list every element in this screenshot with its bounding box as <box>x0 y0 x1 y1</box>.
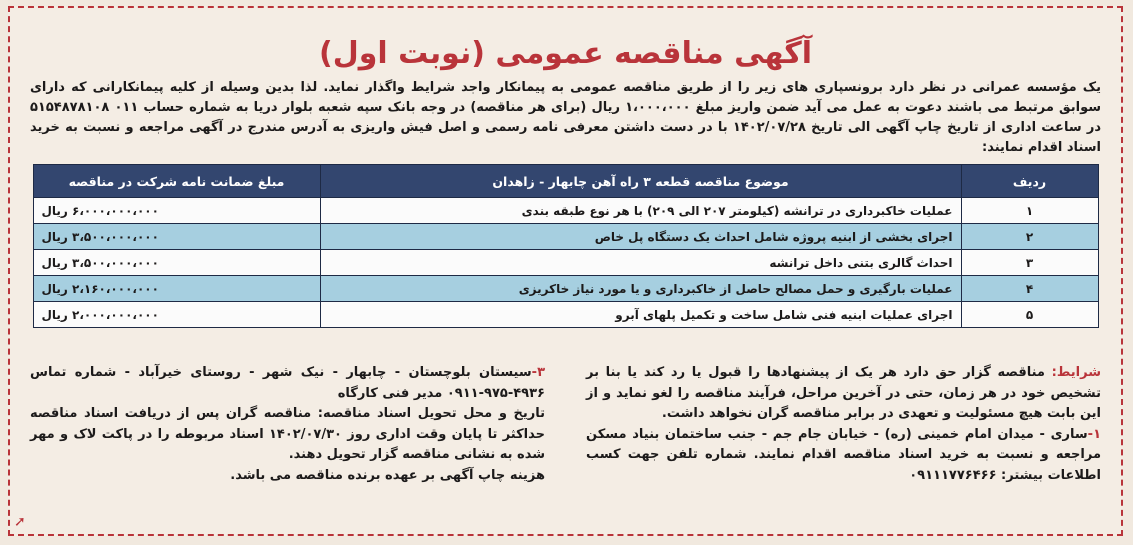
item1-address: ساری - میدان امام خمینی (ره) - خیابان جام جم - جنب ساختمان بنیاد مسکن مراجعه و نسبت به خرید اسناد مناقصه اقدام نمایند. شماره تلفن جهت کسب اطلاعات بیشتر: ۰۹۱۱۱۷۷۶۴۶۶ <box>586 426 1101 483</box>
row-subject: اجرای بخشی از ابنیه پروژه شامل احداث یک دستگاه پل خاص <box>320 224 961 250</box>
table-row <box>33 198 1098 224</box>
row-number: ۲ <box>961 224 1098 250</box>
conditions-left-column <box>30 363 545 486</box>
row-number: ۵ <box>961 302 1098 328</box>
row-subject: عملیات بارگیری و حمل مصالح حاصل از خاکبرداری و یا مورد نیاز خاکریزی <box>320 276 961 302</box>
conditions-section <box>30 363 1101 523</box>
table-row <box>33 224 1098 250</box>
table-row <box>33 302 1098 328</box>
corner-arrow-icon: ➚ <box>14 514 26 530</box>
header-guarantee-amount: مبلغ ضمانت نامه شرکت در مناقصه <box>33 165 320 198</box>
delivery-text: تاریخ و محل تحویل اسناد مناقصه: مناقصه گران پس از دریافت اسناد مناقصه حداکثر تا پایان وقت اداری روز ۱۴۰۲/۰۷/۳۰ اسناد مربوطه را در پاکت لاک و مهر شده به نشانی مناقصه گزار تحویل دهند. <box>30 406 545 462</box>
row-subject: احداث گالری بتنی داخل ترانشه <box>320 250 961 276</box>
header-subject: موضوع مناقصه قطعه ۳ راه آهن چابهار - زاهدان <box>320 165 961 198</box>
row-number: ۴ <box>961 276 1098 302</box>
row-amount: ۲،۱۶۰،۰۰۰،۰۰۰ ریال <box>33 276 320 302</box>
row-amount: ۳،۵۰۰،۰۰۰،۰۰۰ ریال <box>33 224 320 250</box>
header-row-number: ردیف <box>961 165 1098 198</box>
row-subject: اجرای عملیات ابنیه فنی شامل ساخت و تکمیل پلهای آبرو <box>320 302 961 328</box>
intro-paragraph: یک مؤسسه عمرانی در نظر دارد برونسپاری های زیر را از طریق مناقصه عمومی به پیمانکار واجد شرایط واگذار نماید. لذا بدین وسیله از کلیه پیمانکارانی که دارای سوابق مرتبط می باشند دعوت به عمل می آید ضمن واریز مبلغ ۱،۰۰۰،۰۰۰ ریال (برای هر مناقصه) در وجه بانک سپه شعبه بلوار دریا به شماره حساب ۰۱۱ ۵۱۵۴۸۷۸۱۰۸ در ساعت اداری از تاریخ چاپ آگهی الی تاریخ ۱۴۰۲/۰۷/۲۸ با در دست داشتن معرفی نامه رسمی و اصل فیش واریزی به آدرس مندرج در آگهی مراجعه و نسبت به خرید اسناد اقدام نمایند: <box>30 80 1102 155</box>
advertisement-frame <box>8 6 1123 536</box>
row-number: ۱ <box>961 198 1098 224</box>
cost-text: هزینه چاپ آگهی بر عهده برنده مناقصه می باشد. <box>230 467 545 483</box>
item3-address: سیستان بلوچستان - چابهار - نیک شهر - روستای خیرآباد - شماره تماس ۴۹۳۶-۹۷۵-۰۹۱۱ مدیر فنی کارگاه <box>30 365 545 401</box>
row-number: ۳ <box>961 250 1098 276</box>
item1-label: ۱- <box>1087 426 1101 442</box>
table-header-row <box>33 165 1098 198</box>
row-amount: ۲،۰۰۰،۰۰۰،۰۰۰ ریال <box>33 302 320 328</box>
conditions-text: مناقصه گزار حق دارد هر یک از پیشنهادها را قبول یا رد کند یا بنا بر تشخیص خود در هر زمان، حتی در آخرین مراحل، فرآیند مناقصه را لغو نماید و از این بابت هیچ مسئولیت و تعهدی در برابر مناقصه گران نخواهد داشت. <box>586 365 1101 421</box>
ad-title: آگهی مناقصه عمومی (نوبت اول) <box>319 36 812 71</box>
row-amount: ۳،۵۰۰،۰۰۰،۰۰۰ ریال <box>33 250 320 276</box>
tender-table <box>33 164 1099 328</box>
item3-label: ۳- <box>531 365 545 380</box>
table-row <box>33 250 1098 276</box>
table-row <box>33 276 1098 302</box>
row-subject: عملیات خاکبرداری در ترانشه (کیلومتر ۲۰۷ الی ۲۰۹) با هر نوع طبقه بندی <box>320 198 961 224</box>
conditions-label: شرایط: <box>1051 365 1101 380</box>
conditions-right-column <box>586 363 1101 486</box>
row-amount: ۶،۰۰۰،۰۰۰،۰۰۰ ریال <box>33 198 320 224</box>
